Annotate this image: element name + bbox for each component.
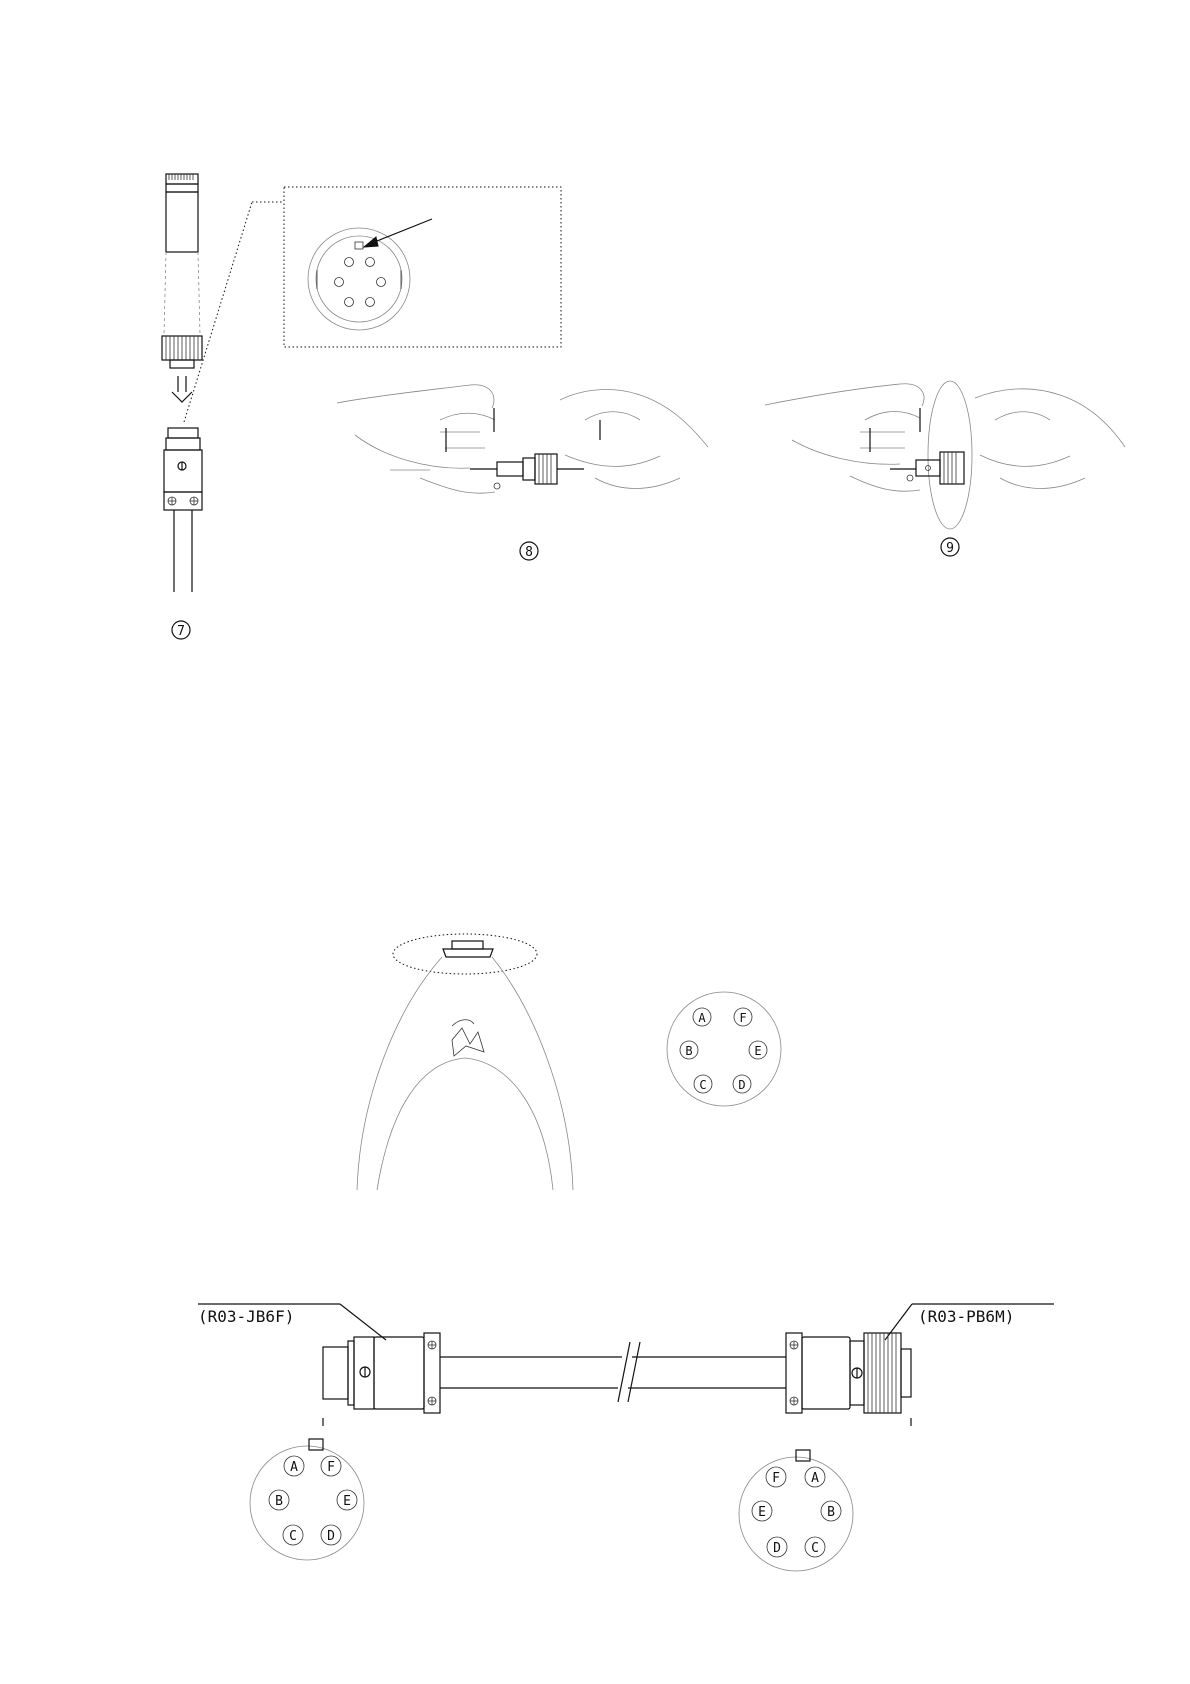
- female-pin-c-label: C: [289, 1529, 297, 1544]
- female-pin-f-label: F: [327, 1460, 335, 1475]
- right-connector-label: (R03-PB6M): [918, 1307, 1015, 1326]
- female-pin-d-label: D: [327, 1529, 335, 1544]
- cable-plug-vertical-icon: [162, 174, 202, 402]
- brand-logo-icon: [452, 1020, 484, 1056]
- pin-d-label: D: [738, 1078, 746, 1092]
- step-8-label: 8: [525, 545, 533, 560]
- male-pin-f-label: F: [772, 1471, 780, 1486]
- hands-rotating-icon: [765, 381, 1125, 529]
- female-pin-a-label: A: [290, 1460, 298, 1475]
- pin-f-label: F: [739, 1011, 747, 1025]
- step-7-label: 7: [177, 624, 185, 639]
- male-pin-e-label: E: [758, 1505, 766, 1520]
- female-pin-e-label: E: [343, 1494, 351, 1509]
- step-9-label: 9: [946, 541, 954, 556]
- male-pin-d-label: D: [773, 1541, 781, 1556]
- receptacle-face-icon: [308, 228, 410, 330]
- male-pin-a-label: A: [811, 1471, 819, 1486]
- pin-c-label: C: [699, 1078, 707, 1092]
- zoom-detail-box: [284, 187, 561, 347]
- male-plug-icon: [786, 1333, 911, 1413]
- step-7-marker: [172, 621, 190, 639]
- receptacle-pinout-icon: [667, 992, 781, 1106]
- key-pointer-arrow-icon: [364, 219, 432, 247]
- pin-e-label: E: [754, 1044, 762, 1058]
- male-pinout-icon: [739, 1450, 853, 1571]
- male-pin-b-label: B: [827, 1505, 835, 1520]
- pin-a-label: A: [698, 1011, 706, 1025]
- male-pin-c-label: C: [811, 1541, 819, 1556]
- step-9-marker: [941, 538, 959, 556]
- step-8-marker: [520, 542, 538, 560]
- female-pin-b-label: B: [275, 1494, 283, 1509]
- female-receptacle-icon: [323, 1333, 440, 1413]
- left-connector-label: (R03-JB6F): [198, 1307, 295, 1326]
- pin-b-label: B: [685, 1044, 693, 1058]
- headset-base-icon: [357, 934, 573, 1190]
- female-pinout-icon: [250, 1439, 364, 1560]
- hands-connecting-icon: [337, 385, 708, 493]
- cable-assembly: [198, 1304, 1054, 1426]
- cable-receptacle-vertical-icon: [164, 428, 202, 592]
